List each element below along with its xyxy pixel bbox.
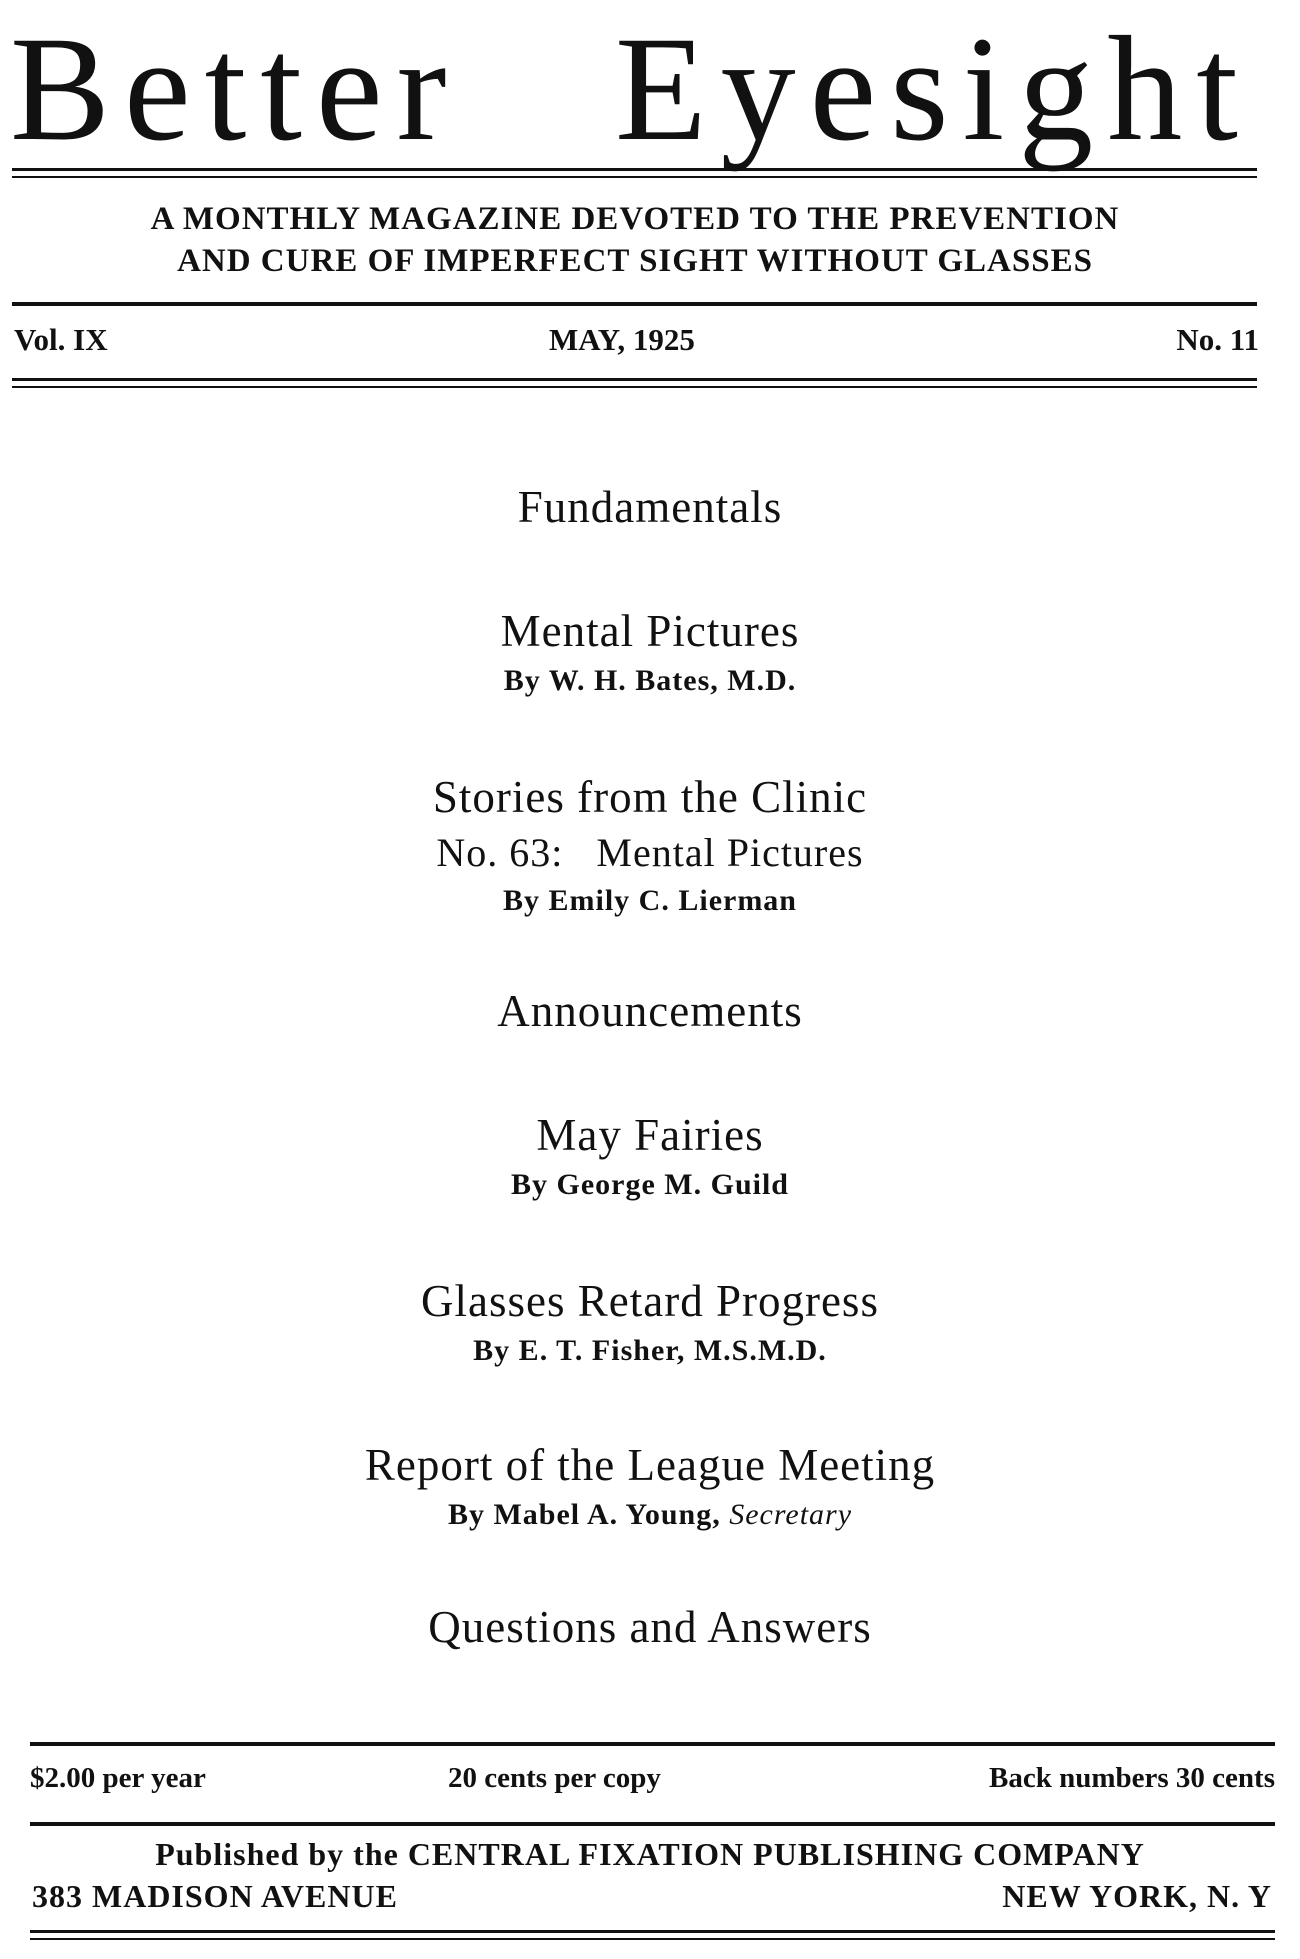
publisher-address: 383 MADISON AVENUE: [32, 1878, 398, 1914]
subtitle-line-2: AND CURE OF IMPERFECT SIGHT WITHOUT GLASSES: [177, 243, 1093, 279]
toc-entry-mental-pictures: [0, 602, 1300, 702]
toc-title: Questions and Answers: [428, 1602, 872, 1652]
toc-title: Mental Pictures: [500, 606, 800, 656]
publisher-city: NEW YORK, N. Y: [1002, 1878, 1272, 1914]
subtitle-line-1: A MONTHLY MAGAZINE DEVOTED TO THE PREVENTION: [150, 201, 1120, 237]
issue-info-row: [14, 322, 1259, 362]
issue-volume: Vol. IX: [14, 322, 108, 357]
masthead-word-eyesight: Eyesight: [615, 6, 1252, 172]
toc-entry-stories-from-the-clinic: [0, 768, 1300, 922]
price-per-copy: 20 cents per copy: [448, 1762, 661, 1794]
toc-title: May Fairies: [536, 1110, 764, 1160]
pricing-row: [30, 1762, 1275, 1802]
toc-author: By Emily C. Lierman: [503, 884, 797, 917]
toc-title: Announcements: [497, 986, 803, 1036]
toc-author: [0, 1494, 1300, 1536]
toc-entry-may-fairies: [0, 1106, 1300, 1206]
toc-subtitle: No. 63: Mental Pictures: [436, 830, 864, 875]
masthead-rule: [12, 168, 1257, 171]
toc-title: Fundamentals: [517, 482, 783, 532]
toc-title: Report of the League Meeting: [364, 1440, 936, 1490]
publisher-address-row: [32, 1878, 1272, 1918]
toc-author: By W. H. Bates, M.D.: [503, 664, 797, 697]
issue-top-rule: [12, 302, 1257, 306]
price-per-year: $2.00 per year: [30, 1762, 206, 1794]
issue-number: No. 11: [1176, 322, 1259, 357]
price-bottom-rule: [30, 1822, 1275, 1826]
price-top-rule: [30, 1742, 1275, 1746]
footer-bottom-rule: [30, 1930, 1275, 1933]
magazine-subtitle: [0, 198, 1270, 282]
toc-author: By George M. Guild: [511, 1168, 789, 1201]
toc-author-role: Secretary: [729, 1498, 853, 1531]
toc-entry-glasses-retard-progress: [0, 1272, 1300, 1372]
toc-entry-announcements: [0, 982, 1300, 1040]
price-back-numbers: Back numbers 30 cents: [989, 1762, 1275, 1794]
toc-author: By E. T. Fisher, M.S.M.D.: [473, 1334, 827, 1367]
toc-author-name: By Mabel A. Young,: [447, 1498, 721, 1531]
toc-title: Stories from the Clinic: [432, 772, 868, 822]
toc-entry-questions-and-answers: [0, 1598, 1300, 1656]
toc-title: Glasses Retard Progress: [421, 1276, 879, 1326]
issue-date: MAY, 1925: [549, 322, 695, 357]
toc-entry-fundamentals: [0, 478, 1300, 536]
masthead-word-better: Better: [10, 6, 461, 172]
issue-bottom-rule: [12, 378, 1257, 381]
toc-entry-league-meeting: [0, 1436, 1300, 1536]
publisher-line: Published by the CENTRAL FIXATION PUBLISHING COMPANY: [155, 1836, 1145, 1872]
